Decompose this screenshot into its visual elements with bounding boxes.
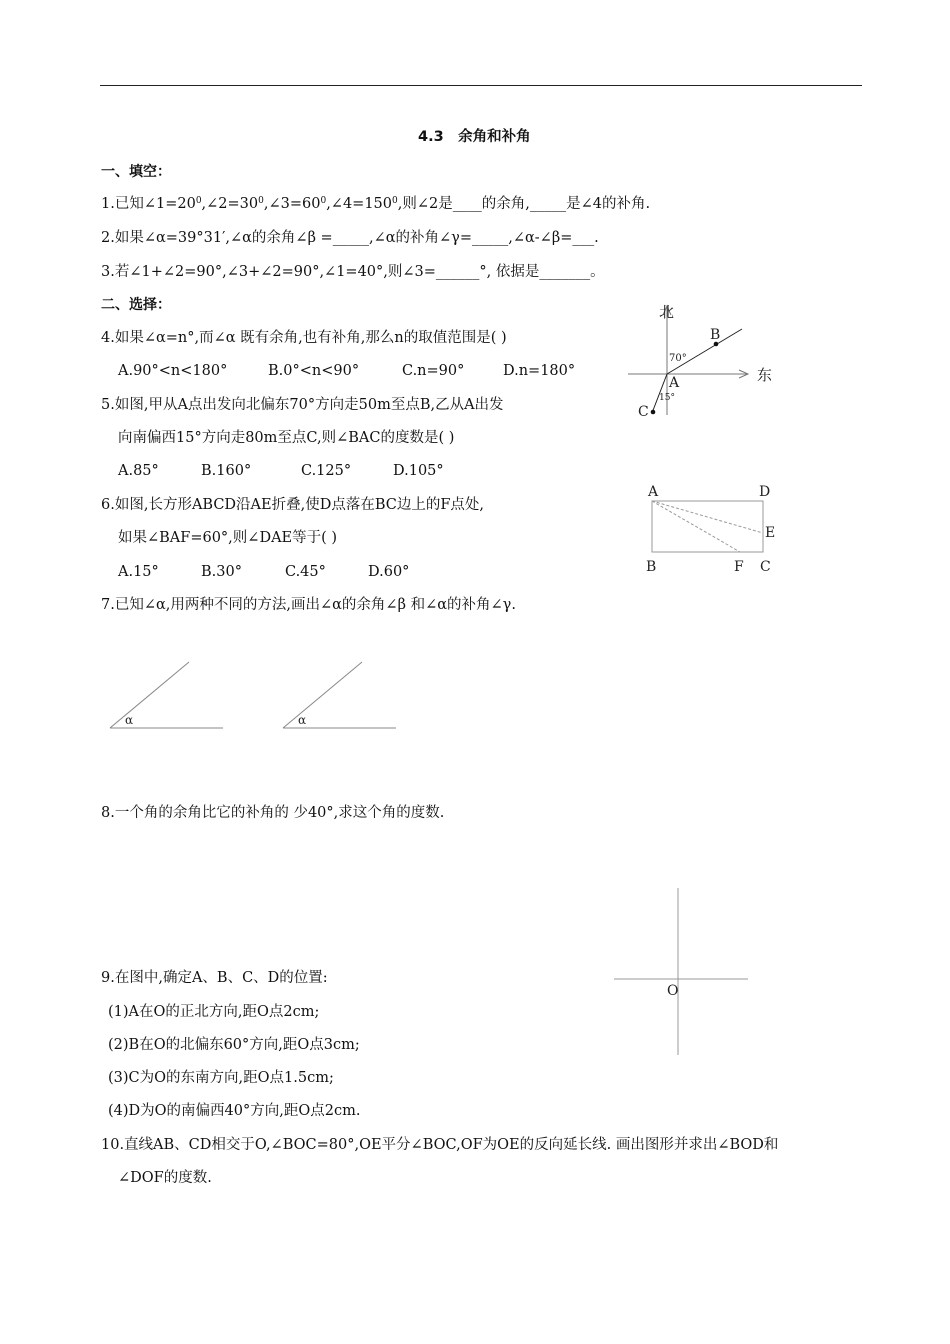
alpha-label: α xyxy=(125,713,134,727)
question-1 xyxy=(101,195,650,213)
q1-part: 1.已知∠1=20 xyxy=(101,196,196,212)
q1-part: ,∠3=60 xyxy=(263,196,321,212)
question-8: 8.一个角的余角比它的补角的 少40°,求这个角的度数. xyxy=(101,805,445,821)
question-5-line1: 5.如图,甲从A点出发向北偏东70°方向走50m至点B,乙从A出发 xyxy=(101,397,504,413)
question-7: 7.已知∠α,用两种不同的方法,画出∠α的余角∠β 和∠α的补角∠γ. xyxy=(101,597,516,613)
q9-item-4: (4)D为O的南偏西40°方向,距O点2cm. xyxy=(108,1103,361,1119)
section-fill-heading: 一、填空： xyxy=(101,164,171,180)
q5-option-c: C.125° xyxy=(301,463,352,479)
q1-degree-sup: 0 xyxy=(195,196,202,206)
question-10-line1: 10.直线AB、CD相交于O,∠BOC=80°,OE平分∠BOC,OF为OE的反向延长线. 画出图形并求出∠BOD和 xyxy=(101,1137,779,1153)
q9-item-3: (3)C为O的东南方向,距O点1.5cm; xyxy=(108,1070,334,1086)
q6-option-b: B.30° xyxy=(201,564,242,580)
question-6-line2: 如果∠BAF=60°,则∠DAE等于( ) xyxy=(118,530,338,546)
point-c-dot xyxy=(651,410,656,415)
angle-15-label: 15° xyxy=(659,393,675,403)
point-c-label: C xyxy=(638,404,649,420)
q4-option-c: C.n=90° xyxy=(402,363,465,379)
question-9-stem: 9.在图中,确定A、B、C、D的位置: xyxy=(101,970,328,986)
east-label: 东 xyxy=(757,366,773,384)
question-5-line2: 向南偏西15°方向走80m至点C,则∠BAC的度数是( ) xyxy=(118,430,455,446)
q6-option-d: D.60° xyxy=(368,564,410,580)
point-b-label: B xyxy=(710,327,721,343)
angle-slanted-ray xyxy=(110,662,189,728)
figure-q5-compass xyxy=(620,295,790,425)
question-6-line1: 6.如图,长方形ABCD沿AE折叠,使D点落在BC边上的F点处, xyxy=(101,497,485,513)
segment-af xyxy=(652,501,740,552)
question-3: 3.若∠1+∠2=90°,∠3+∠2=90°,∠1=40°,则∠3=______°, 依据是_______。 xyxy=(101,264,605,280)
q4-option-a: A.90°<n<180° xyxy=(118,363,228,379)
q5-option-b: B.160° xyxy=(201,463,252,479)
q1-part: ,则∠2是____的余角,_____是∠4的补角. xyxy=(397,196,651,212)
q4-option-b: B.0°<n<90° xyxy=(268,363,360,379)
q9-item-1: (1)A在O的正北方向,距O点2cm; xyxy=(108,1004,320,1020)
rectangle-abcd xyxy=(652,501,763,552)
page-title: 4.3 余角和补角 xyxy=(418,129,531,145)
question-4-stem: 4.如果∠α=n°,而∠α 既有余角,也有补角,那么n的取值范围是( ) xyxy=(101,330,507,346)
q6-option-c: C.45° xyxy=(285,564,326,580)
origin-label: O xyxy=(667,983,679,999)
vertex-c-label: C xyxy=(760,559,771,575)
header-rule xyxy=(100,85,862,86)
q9-item-2: (2)B在O的北偏东60°方向,距O点3cm; xyxy=(108,1037,360,1053)
point-f-label: F xyxy=(734,559,744,575)
point-e-label: E xyxy=(765,525,776,541)
q1-part: ,∠4=150 xyxy=(326,196,393,212)
figure-q6-rectangle xyxy=(640,480,790,580)
q1-part: ,∠2=30 xyxy=(201,196,259,212)
q1-degree-sup: 0 xyxy=(392,196,398,206)
alpha-label: α xyxy=(298,713,307,727)
figure-q7-angle-1 xyxy=(105,655,230,735)
q6-option-a: A.15° xyxy=(118,564,159,580)
angle-slanted-ray xyxy=(283,662,362,728)
q1-degree-sup: 0 xyxy=(258,196,264,206)
question-10-line2: ∠DOF的度数. xyxy=(118,1170,212,1186)
fold-line-ae xyxy=(652,501,763,533)
vertex-b-label: B xyxy=(646,559,657,575)
q5-option-a: A.85° xyxy=(118,463,159,479)
north-label: 北 xyxy=(659,303,675,321)
question-2: 2.如果∠α=39°31′,∠α的余角∠β =_____,∠α的补角∠γ=_____,∠α-∠β=___. xyxy=(101,230,599,246)
q4-option-d: D.n=180° xyxy=(503,363,576,379)
section-choice-heading: 二、选择： xyxy=(101,297,171,313)
angle-70-label: 70° xyxy=(669,353,687,364)
vertex-a-label: A xyxy=(648,484,659,500)
point-a-label: A xyxy=(669,375,680,391)
figure-q7-angle-2 xyxy=(278,655,403,735)
q5-option-d: D.105° xyxy=(393,463,444,479)
figure-q9-cross xyxy=(610,885,755,1060)
q1-degree-sup: 0 xyxy=(320,196,327,206)
ray-ab xyxy=(667,329,742,374)
vertex-d-label: D xyxy=(759,484,771,500)
